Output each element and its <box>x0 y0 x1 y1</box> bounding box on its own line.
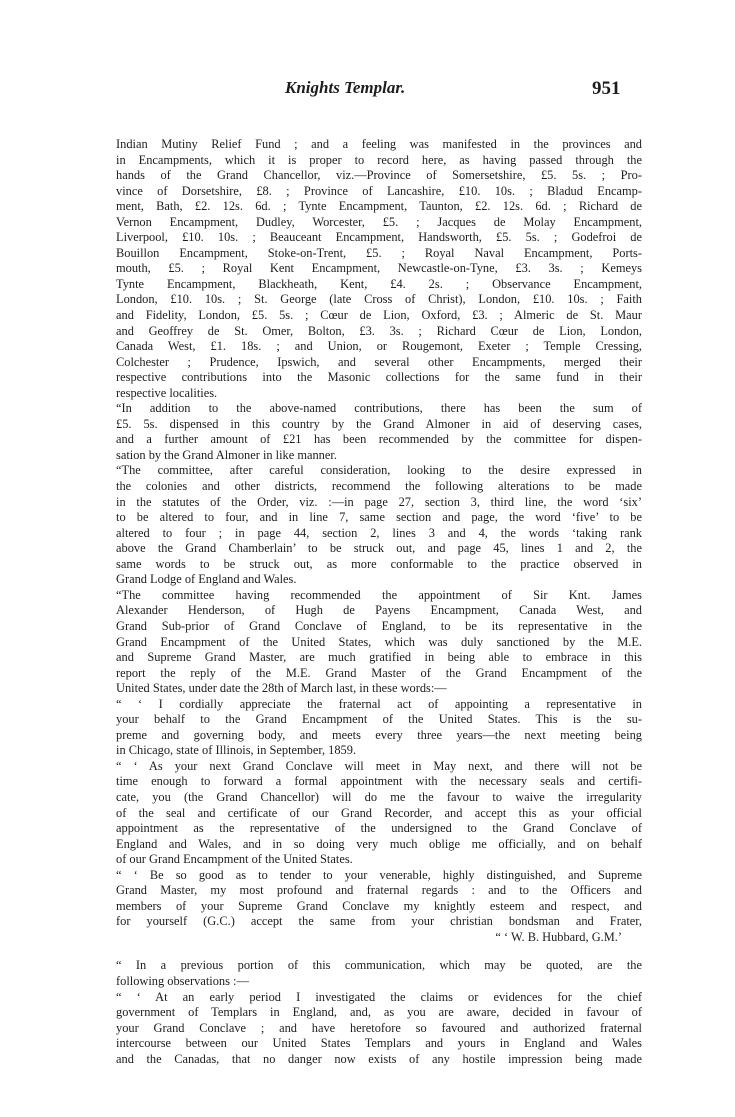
text-line: time enough to forward a formal appointment with the necessary seals and certifi- <box>116 774 642 789</box>
text-line: in Chicago, state of Illinois, in September, 1859. <box>116 743 357 758</box>
text-line: “ ‘ As your next Grand Conclave will meet in May next, and there will not be <box>116 758 642 773</box>
text-line: Grand Master, my most profound and fraternal regards : and to the Officers and <box>116 883 642 898</box>
text-line: Liverpool, £10. 10s. ; Beauceant Encampment, Handsworth, £5. 5s. ; Godefroi de <box>116 230 642 245</box>
text-line: Colchester ; Prudence, Ipswich, and several other Encampments, merged their <box>116 354 642 369</box>
text-line: altered to four ; in page 44, section 2, lines 3 and 4, the words ‘taking rank <box>116 525 642 540</box>
text-line: Grand Sub-prior of Grand Conclave of England, to be its representative in the <box>116 618 642 633</box>
text-line: to be altered to four, and in line 7, same section and page, the word ‘five’ to be <box>116 510 642 525</box>
text-line: sation by the Grand Almoner in like manner. <box>116 447 337 462</box>
text-line: preme and governing body, and meets every three years—the next meeting being <box>116 727 642 742</box>
text-line: Vernon Encampment, Dudley, Worcester, £5. ; Jacques de Molay Encampment, <box>116 214 642 229</box>
text-line: intercourse between our United States Templars and yours in England and Wales <box>116 1036 642 1051</box>
text-line: vince of Dorsetshire, £8. ; Province of Lancashire, £10. 10s. ; Bladud Encamp- <box>116 183 642 198</box>
text-line: mouth, £5. ; Royal Kent Encampment, Newcastle-on-Tyne, £3. 3s. ; Kemeys <box>116 261 642 276</box>
running-title: Knights Templar. <box>285 78 406 97</box>
text-line: London, £10. 10s. ; St. George (late Cross of Christ), London, £10. 10s. ; Faith <box>116 292 642 307</box>
text-line: £5. 5s. dispensed in this country by the Grand Almoner in aid of deserving cases, <box>116 416 642 431</box>
text-line: the colonies and other districts, recommend the following alterations to be made <box>116 479 642 494</box>
text-line: “In addition to the above-named contributions, there has been the sum of <box>116 401 642 416</box>
text-line: and a further amount of £21 has been recommended by the committee for dispen- <box>116 432 642 447</box>
text-line: respective contributions into the Masonic collections for the same fund in their <box>116 370 642 385</box>
text-line: in Encampments, which it is proper to record here, as having passed through the <box>116 152 642 167</box>
text-line: “ ‘ At an early period I investigated the claims or evidences for the chief <box>116 989 642 1004</box>
text-line: England and Wales, and in so doing very much oblige me officially, and on behalf <box>116 836 642 851</box>
text-line: government of Templars in England, and, as you are aware, decided in favour of <box>116 1005 642 1020</box>
text-line: Indian Mutiny Relief Fund ; and a feeling was manifested in the provinces and <box>116 137 642 151</box>
text-line: following observations :— <box>116 973 249 988</box>
text-line: “ ‘ Be so good as to tender to your venerable, highly distinguished, and Supreme <box>116 867 642 882</box>
text-line: Tynte Encampment, Blackheath, Kent, £4. 2s. ; Observance Encampment, <box>116 276 642 291</box>
text-line: Alexander Henderson, of Hugh de Payens Encampment, Canada West, and <box>116 603 642 618</box>
text-line: and Supreme Grand Master, are much gratified in being able to embrace in this <box>116 650 642 665</box>
text-line: report the reply of the M.E. Grand Master of the Grand Encampment of the <box>116 665 642 680</box>
text-line: and Fidelity, London, £5. 5s. ; Cœur de Lion, Oxford, £3. ; Almeric de St. Maur <box>116 308 642 323</box>
text-line: Canada West, £1. 18s. ; and Union, or Rougemont, Exeter ; Temple Cressing, <box>116 339 642 354</box>
text-line: United States, under date the 28th of March last, in these words:— <box>116 681 447 696</box>
text-line: “The committee having recommended the appointment of Sir Knt. James <box>116 587 642 602</box>
text-line: appointment as the representative of the undersigned to the Grand Conclave of <box>116 821 642 836</box>
text-line: and the Canadas, that no danger now exists of any hostile impression being made <box>116 1051 642 1066</box>
page-number: 951 <box>592 78 621 99</box>
text-line: “ ‘ I cordially appreciate the fraternal act of appointing a representative in <box>116 696 642 711</box>
text-line: above the Grand Chamberlain’ to be struck out, and page 45, lines 1 and 2, the <box>116 541 642 556</box>
text-line: Bouillon Encampment, Stoke-on-Trent, £5. ; Royal Naval Encampment, Ports- <box>116 245 642 260</box>
text-line: “ In a previous portion of this communication, which may be quoted, are the <box>116 958 642 973</box>
page-header <box>0 78 735 104</box>
text-line: your Grand Conclave ; and have heretofore so favoured and authorized fraternal <box>116 1020 642 1035</box>
text-line: your behalf to the Grand Encampment of the United States. This is the su- <box>116 712 642 727</box>
signature-line: “ ‘ W. B. Hubbard, G.M.’ <box>495 929 622 944</box>
text-line: hands of the Grand Chancellor, viz.—Province of Somersetshire, £5. 5s. ; Pro- <box>116 168 642 183</box>
text-line: same words to be struck out, as more conformable to the practice observed in <box>116 556 642 571</box>
text-line: respective localities. <box>116 385 218 400</box>
text-line: Grand Lodge of England and Wales. <box>116 572 297 587</box>
text-line: members of your Supreme Grand Conclave my knightly esteem and respect, and <box>116 898 642 913</box>
text-line: cate, you (the Grand Chancellor) will do me the favour to waive the irregularity <box>116 789 642 804</box>
text-line: ment, Bath, £2. 12s. 6d. ; Tynte Encampment, Taunton, £2. 12s. 6d. ; Richard de <box>116 199 642 214</box>
text-line: of our Grand Encampment of the United States. <box>116 852 353 867</box>
text-line: for yourself (G.C.) accept the same from your christian bondsman and Frater, <box>116 914 642 929</box>
text-line: of the seal and certificate of our Grand Recorder, and accept this as your official <box>116 805 642 820</box>
text-line: in the statutes of the Order, viz. :—in page 27, section 3, third line, the word ‘six’ <box>116 494 642 509</box>
text-line: and Geoffrey de St. Omer, Bolton, £3. 3s. ; Richard Cœur de Lion, London, <box>116 323 642 338</box>
text-line: “The committee, after careful consideration, looking to the desire expressed in <box>116 463 642 478</box>
text-line: Grand Encampment of the United States, which was duly sanctioned by the M.E. <box>116 634 642 649</box>
body-text <box>116 137 642 1067</box>
